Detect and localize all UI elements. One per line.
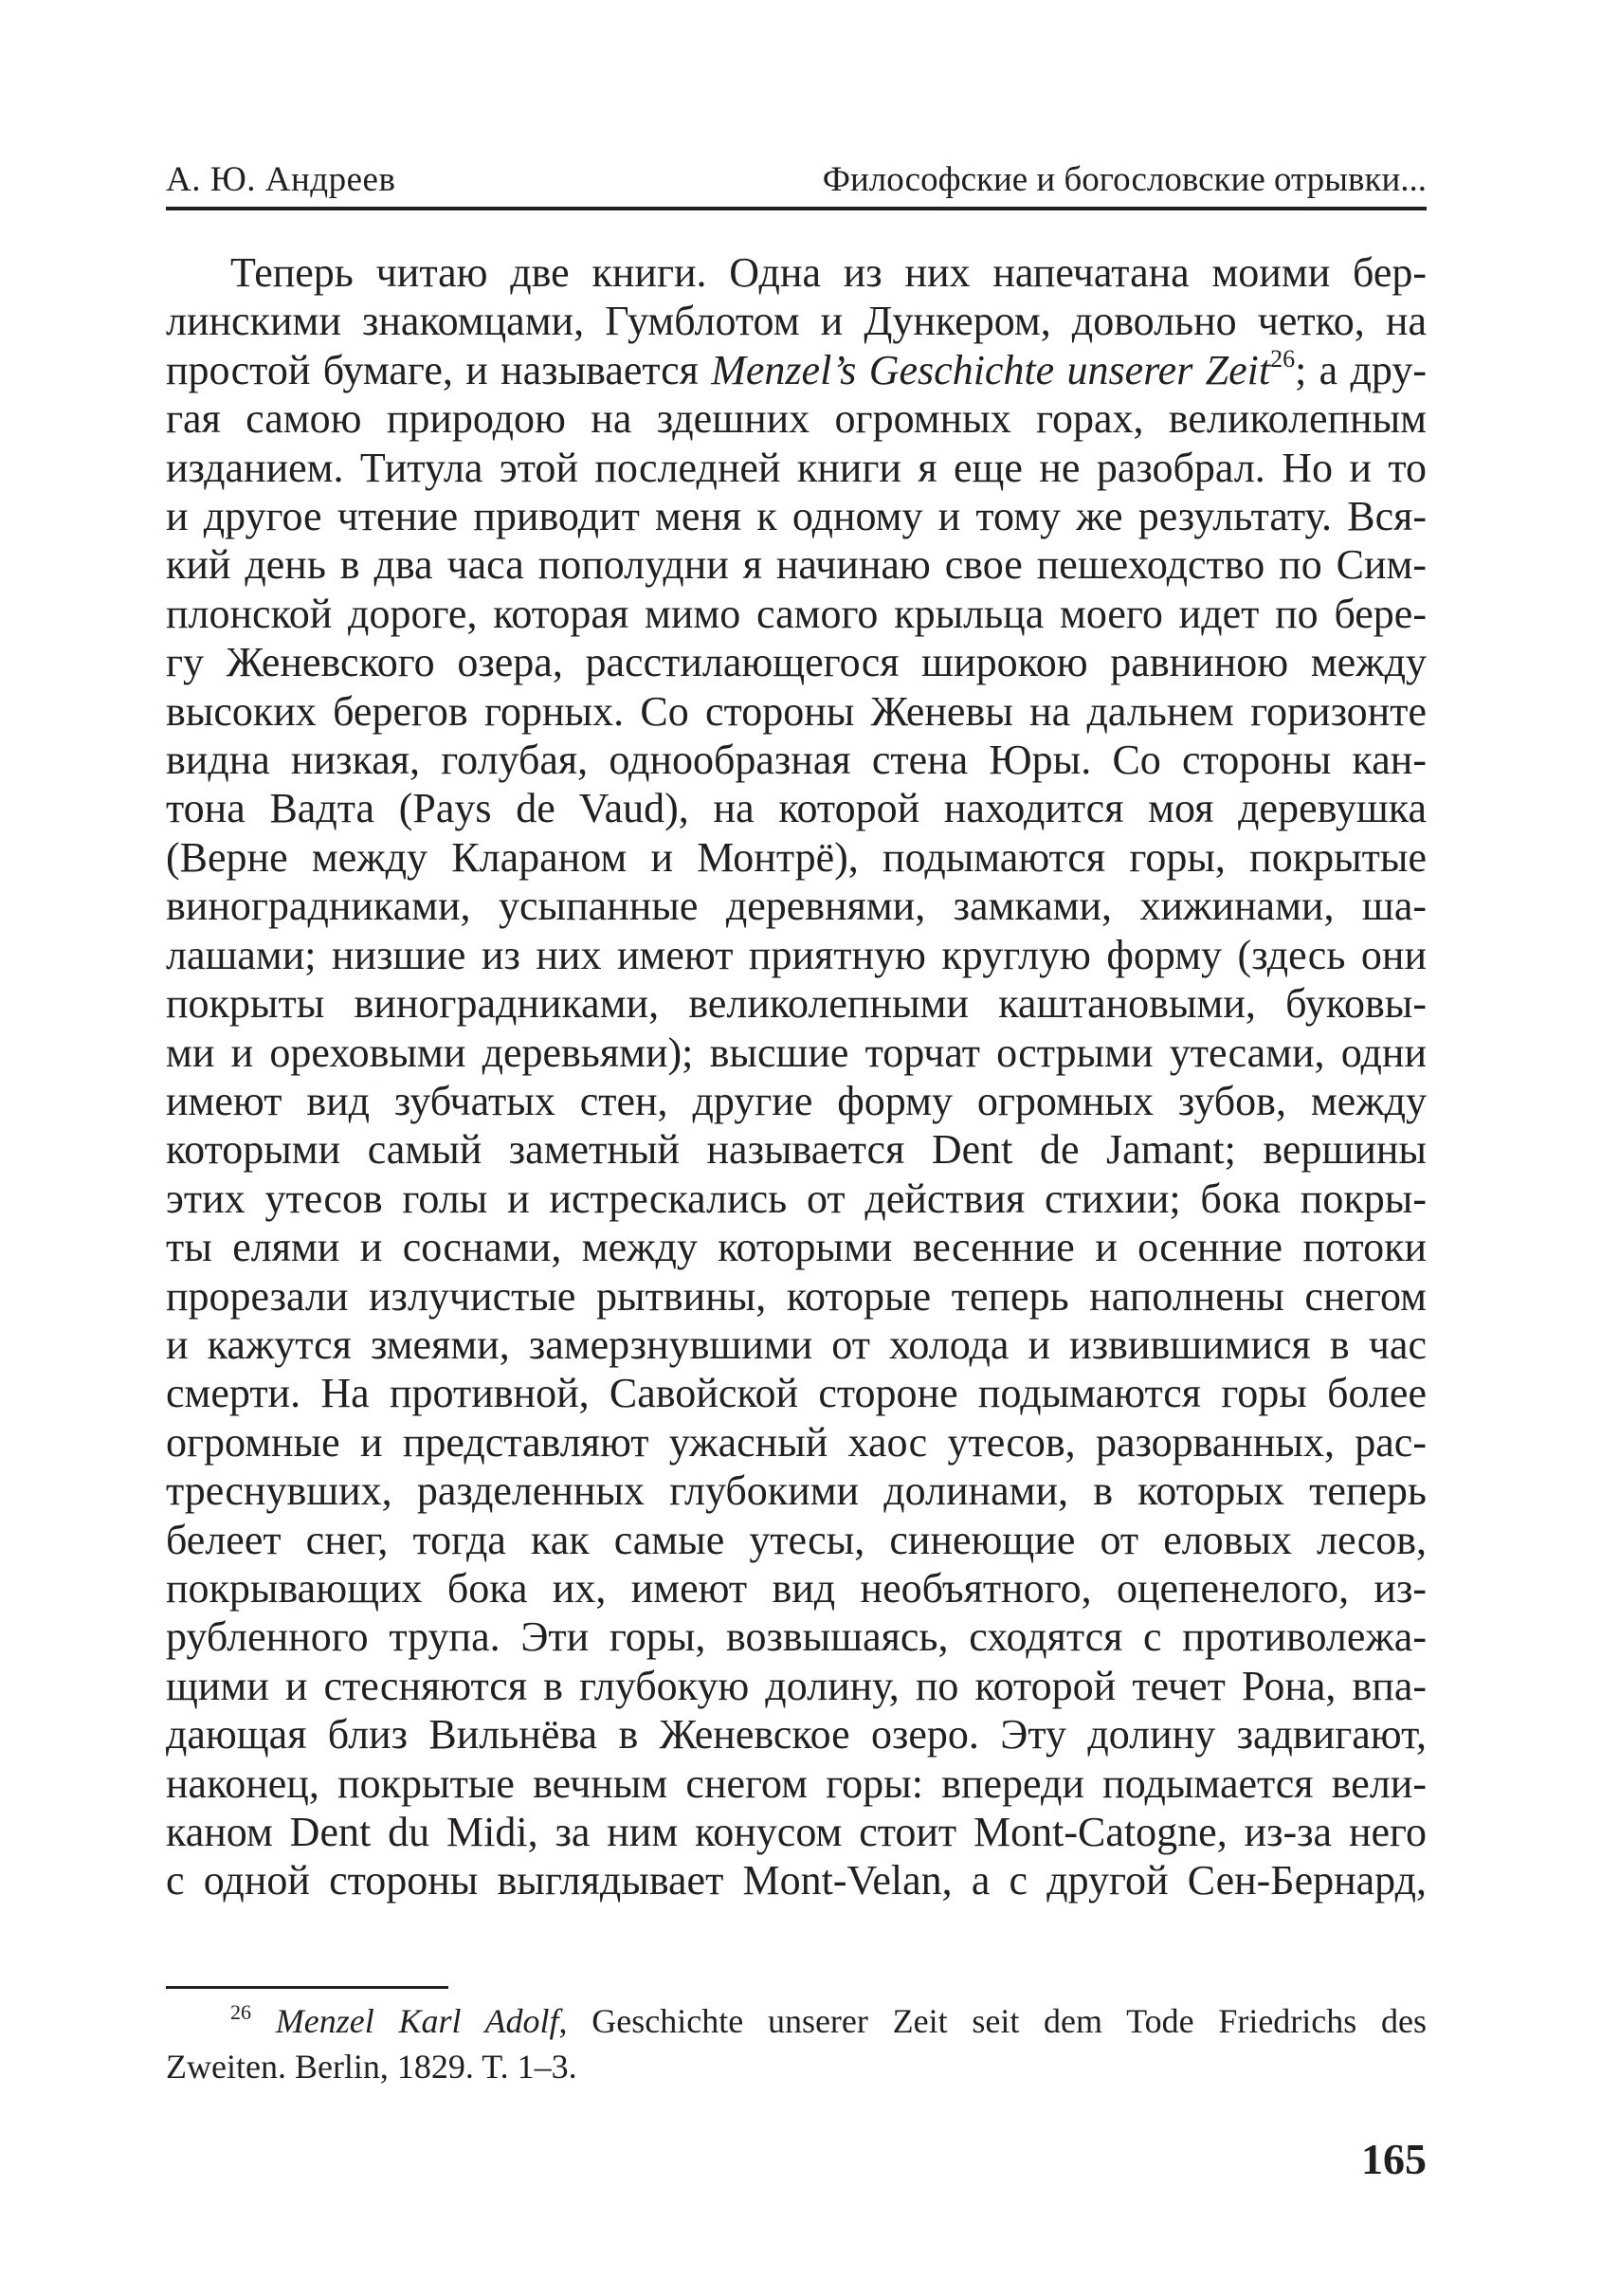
- text-segment: ми и ореховыми деревьями); высшие торчат острыми утесами, одни: [166, 1029, 1427, 1076]
- text-segment: видна низкая, голубая, однообразная стена Юры. Со стороны кан-: [166, 737, 1427, 784]
- text-segment: плонской дороге, которая мимо самого крыльца моего идет по бере-: [166, 590, 1427, 637]
- footnotes: [166, 1998, 1427, 2089]
- text-segment: и кажутся змеями, замерзнувшими от холода и извившимися в час: [166, 1321, 1427, 1368]
- footnote-author: Menzel Karl Adolf: [275, 2002, 559, 2040]
- italic-title: Menzel’s Geschichte unserer Zeit: [711, 346, 1271, 393]
- text-line: [166, 882, 1427, 930]
- running-head-title: Философские и богословские отрывки...: [822, 160, 1427, 199]
- text-segment: тона Вадта (Pays de Vaud), на которой находится моя деревушка: [166, 785, 1427, 832]
- text-line: [166, 1369, 1427, 1417]
- text-line: [166, 1516, 1427, 1564]
- text-line: [166, 784, 1427, 832]
- text-line: [166, 1467, 1427, 1515]
- text-segment: покрывающих бока их, имеют вид необъятного, оцепенелого, из-: [166, 1564, 1427, 1612]
- page-number: 165: [1361, 2135, 1427, 2183]
- text-segment: белеет снег, тогда как самые утесы, синеющие от еловых лесов,: [166, 1516, 1427, 1563]
- text-segment: лашами; низшие из них имеют приятную круглую форму (здесь они: [166, 931, 1427, 978]
- text-line: [166, 638, 1427, 686]
- text-segment: гая самою природою на здешних огромных горах, великолепным: [166, 395, 1427, 443]
- text-line: [166, 979, 1427, 1028]
- text-segment: смерти. На противной, Савойской стороне подымаются горы более: [166, 1370, 1427, 1417]
- text-segment: имеют вид зубчатых стен, другие форму огромных зубов, между: [166, 1077, 1427, 1124]
- footnote-text: , Geschichte unserer Zeit seit dem Tode Friedrichs des: [558, 2002, 1428, 2040]
- text-line: [166, 1418, 1427, 1467]
- text-segment: покрыты виноградниками, великолепными каштановыми, буковы-: [166, 980, 1427, 1028]
- text-segment: ; а дру-: [1295, 346, 1428, 393]
- footnote-line: Zweiten. Berlin, 1829. T. 1–3.: [166, 2048, 577, 2086]
- text-segment: с одной стороны выглядывает Mont-Velan, а с другой Сен-Бернард,: [166, 1857, 1427, 1904]
- text-segment: (Верне между Клараном и Монтрё), подымаются горы, покрытые: [166, 833, 1427, 881]
- text-segment: линскими знакомцами, Гумблотом и Дункером, довольно четко, на: [166, 298, 1427, 345]
- text-segment: ты елями и соснами, между которыми весенние и осенние потоки: [166, 1224, 1427, 1271]
- text-segment: Теперь читаю две книги. Одна из них напечатана моими бер-: [230, 249, 1427, 296]
- running-head: [166, 154, 1427, 210]
- text-line: [166, 540, 1427, 589]
- text-line: [166, 931, 1427, 979]
- text-segment: дающая близ Вильнёва в Женевское озеро. Эту долину задвигают,: [166, 1711, 1427, 1758]
- text-line: [166, 1223, 1427, 1271]
- text-line: [166, 1856, 1427, 1904]
- text-line: [166, 394, 1427, 443]
- footnote-line: [166, 1998, 1427, 2044]
- text-line: [166, 1077, 1427, 1125]
- text-line: [166, 736, 1427, 784]
- text-segment: этих утесов голы и истрескались от действия стихии; бока покры-: [166, 1175, 1427, 1222]
- text-segment: высоких берегов горных. Со стороны Женевы на дальнем горизонте: [166, 687, 1427, 735]
- text-segment: виноградниками, усыпанные деревнями, замками, хижинами, ша-: [166, 883, 1427, 930]
- text-line: [166, 492, 1427, 540]
- footnote-reference: 26: [1270, 344, 1296, 373]
- text-segment: изданием. Титула этой последней книги я еще не разобрал. Но и то: [166, 444, 1427, 491]
- text-line: [166, 1662, 1427, 1710]
- text-segment: гу Женевского озера, расстилающегося широкою равниною между: [166, 639, 1427, 686]
- text-line: [166, 1029, 1427, 1077]
- text-line: [166, 1564, 1427, 1613]
- text-line: [166, 1321, 1427, 1369]
- main-text: [166, 248, 1427, 1905]
- footnote-number: 26: [230, 2000, 251, 2024]
- text-segment: огромные и представляют ужасный хаос утесов, разорванных, рас-: [166, 1418, 1427, 1466]
- text-line: [166, 687, 1427, 736]
- text-segment: наконец, покрытые вечным снегом горы: впереди подымается вели-: [166, 1759, 1427, 1807]
- text-line: [166, 297, 1427, 345]
- text-line: [166, 1710, 1427, 1758]
- text-segment: простой бумаге, и называется: [166, 346, 712, 393]
- text-line: [166, 833, 1427, 882]
- text-line: [166, 444, 1427, 492]
- text-line: [166, 590, 1427, 638]
- text-segment: каном Dent du Midi, за ним конусом стоит Mont-Catogne, из-за него: [166, 1809, 1427, 1855]
- text-line: [166, 248, 1427, 297]
- text-segment: щими и стесняются в глубокую долину, по которой течет Рона, впа-: [166, 1662, 1427, 1709]
- running-head-author: А. Ю. Андреев: [166, 160, 396, 199]
- text-segment: и другое чтение приводит меня к одному и тому же результату. Вся-: [166, 493, 1427, 540]
- text-line: [166, 1613, 1427, 1661]
- text-line: [166, 1808, 1427, 1856]
- text-line: [166, 1759, 1427, 1808]
- text-segment: треснувших, разделенных глубокими долинами, в которых теперь: [166, 1467, 1427, 1515]
- footnote-separator: [166, 1986, 448, 1989]
- text-line: [166, 346, 1427, 394]
- text-line: [166, 1125, 1427, 1174]
- text-segment: которыми самый заметный называется Dent de Jamant; вершины: [166, 1126, 1427, 1174]
- text-line: [166, 1272, 1427, 1321]
- text-line: [166, 1175, 1427, 1223]
- text-segment: прорезали излучистые рытвины, которые теперь наполнены снегом: [166, 1272, 1427, 1320]
- text-segment: рубленного трупа. Эти горы, возвышаясь, сходятся с противолежа-: [166, 1613, 1427, 1661]
- text-segment: кий день в два часа пополудни я начинаю свое пешеходство по Сим-: [166, 541, 1427, 589]
